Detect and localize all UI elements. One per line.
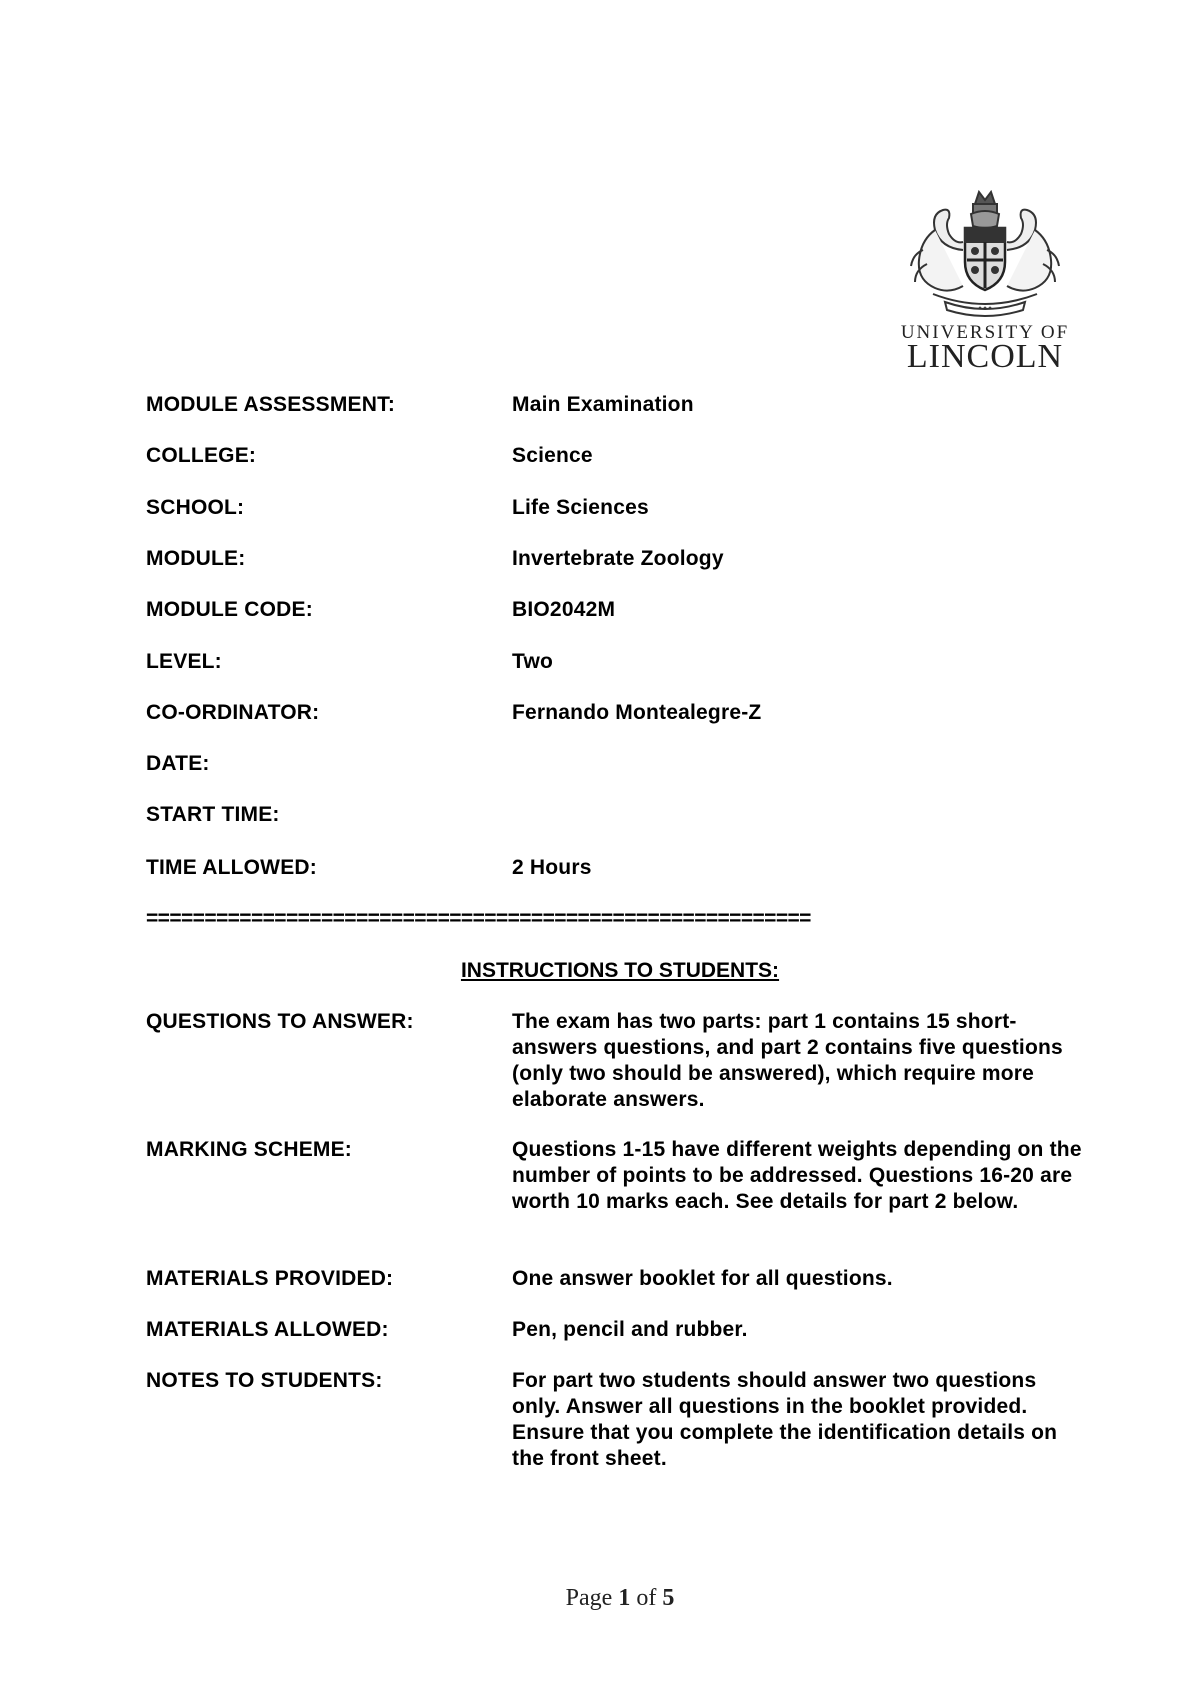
instruction-text: Pen, pencil and rubber. bbox=[512, 1318, 748, 1341]
detail-value: Two bbox=[512, 650, 554, 673]
instruction-label: MATERIALS PROVIDED: bbox=[146, 1267, 394, 1290]
detail-label: TIME ALLOWED: bbox=[146, 856, 317, 879]
instruction-label: QUESTIONS TO ANSWER: bbox=[146, 1010, 414, 1033]
detail-label: LEVEL: bbox=[146, 650, 222, 673]
detail-value: Science bbox=[512, 444, 593, 467]
instruction-text: One answer booklet for all questions. bbox=[512, 1267, 893, 1290]
coat-of-arms-icon bbox=[905, 190, 1065, 318]
university-logo bbox=[895, 190, 1075, 375]
instruction-text: Questions 1-15 have different weights depending on the number of points to be addressed. Questions 16-20 are worth 10 marks each. See details for part 2 below. bbox=[512, 1138, 1082, 1213]
detail-value: Fernando Montealegre-Z bbox=[512, 701, 762, 724]
detail-value: BIO2042M bbox=[512, 598, 616, 621]
instruction-text: For part two students should answer two questions only. Answer all questions in the booklet provided. Ensure that you complete the identification details on the front sheet. bbox=[512, 1369, 1058, 1470]
detail-label: COLLEGE: bbox=[146, 444, 257, 467]
detail-label: MODULE CODE: bbox=[146, 598, 313, 621]
page-current: 1 bbox=[618, 1585, 631, 1611]
logo-lincoln: LINCOLN bbox=[906, 338, 1064, 375]
detail-value: Main Examination bbox=[512, 393, 694, 416]
instructions-heading-text: INSTRUCTIONS TO STUDENTS: bbox=[460, 959, 780, 982]
page-total: 5 bbox=[662, 1585, 675, 1611]
detail-label: START TIME: bbox=[146, 803, 280, 826]
separator-line: ========================================================= bbox=[146, 907, 811, 930]
detail-value: 2 Hours bbox=[512, 856, 592, 879]
page-number bbox=[0, 1585, 1200, 1612]
detail-label: SCHOOL: bbox=[146, 496, 245, 519]
instruction-label: MARKING SCHEME: bbox=[146, 1138, 352, 1161]
detail-label: DATE: bbox=[146, 752, 210, 775]
logo-university-of: UNIVERSITY OF bbox=[900, 322, 1070, 343]
detail-label: CO-ORDINATOR: bbox=[146, 701, 320, 724]
instruction-label: NOTES TO STUDENTS: bbox=[146, 1369, 383, 1392]
svg-text:✦✦✦: ✦✦✦ bbox=[977, 305, 993, 312]
detail-label: MODULE: bbox=[146, 547, 246, 570]
detail-label: MODULE ASSESSMENT: bbox=[146, 393, 396, 416]
detail-value: Life Sciences bbox=[512, 496, 649, 519]
detail-value: Invertebrate Zoology bbox=[512, 547, 724, 570]
page-prefix: Page bbox=[565, 1585, 619, 1611]
page-middle: of bbox=[630, 1585, 663, 1611]
instructions-heading bbox=[0, 958, 1200, 984]
instruction-text: The exam has two parts: part 1 contains 15 short-answers questions, and part 2 contains five questions (only two should be answered), which require more elaborate answers. bbox=[512, 1010, 1063, 1111]
instruction-label: MATERIALS ALLOWED: bbox=[146, 1318, 389, 1341]
